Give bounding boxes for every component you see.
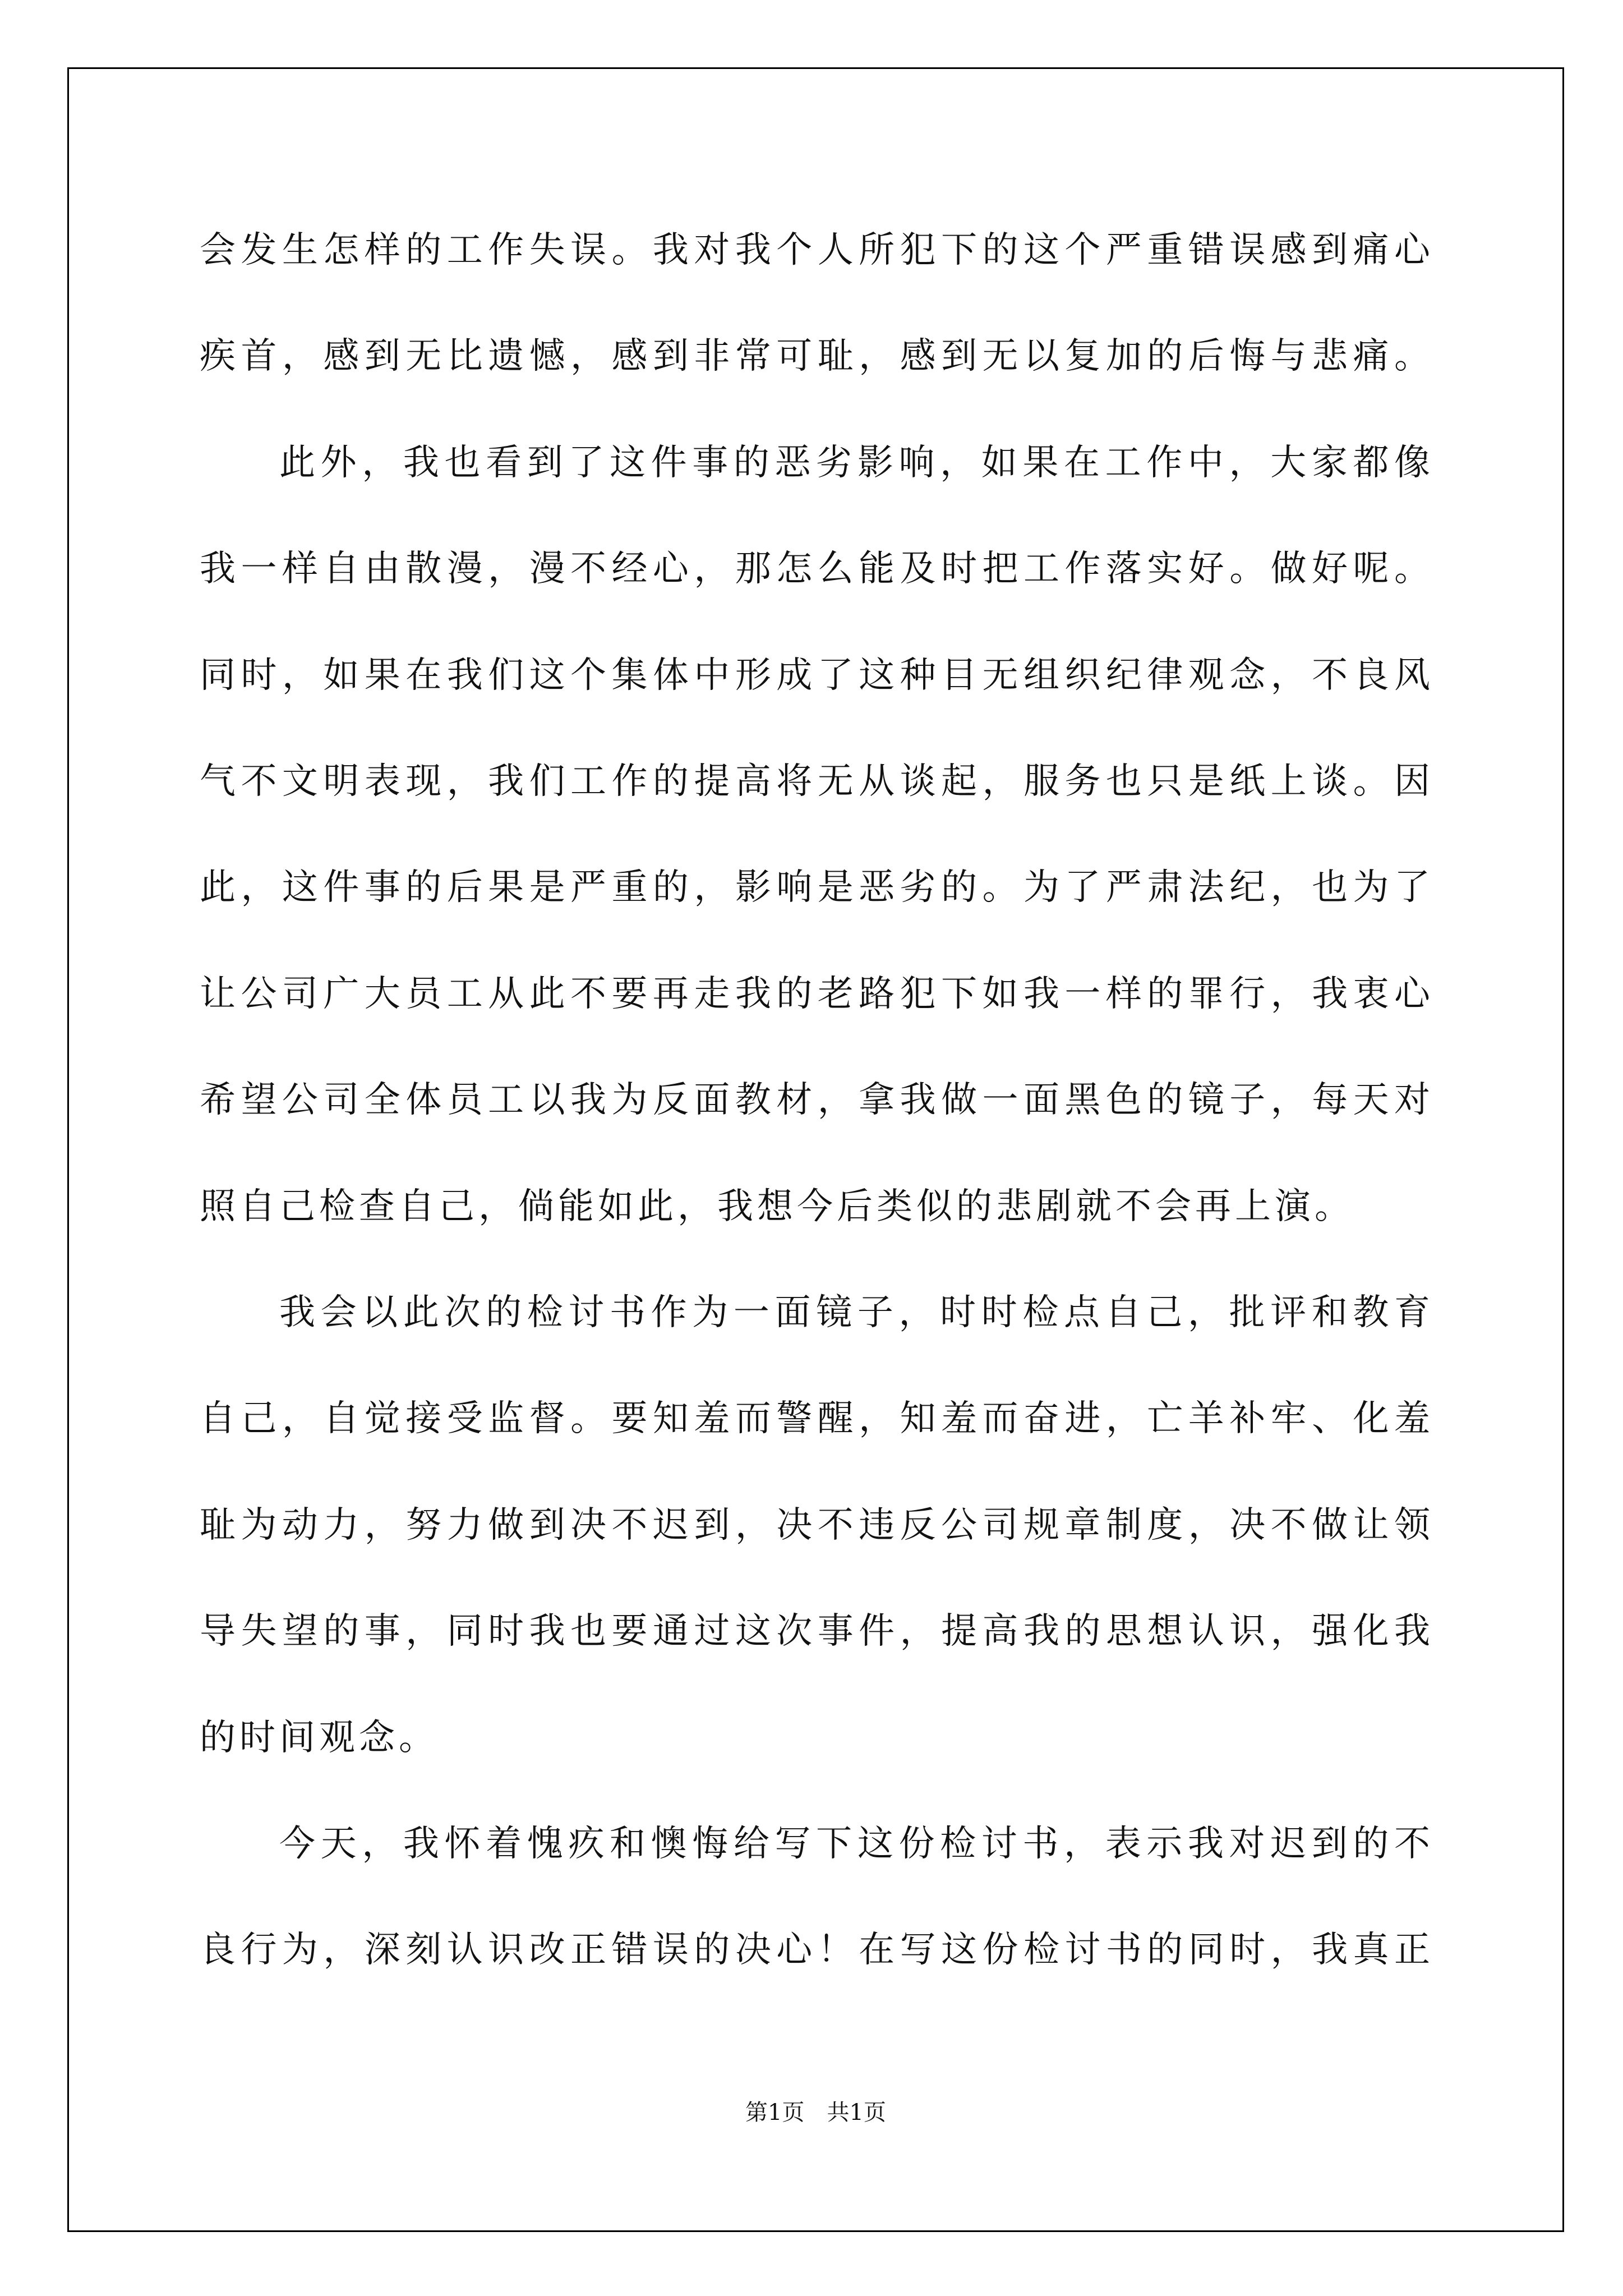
text-line: 照自己检查自己，倘能如此，我想今后类似的悲剧就不会再上演。 (200, 1186, 1354, 1227)
text-line: 同时，如果在我们这个集体中形成了这种目无组织纪律观念，不良风 (200, 655, 1430, 696)
text-line: 的时间观念。 (200, 1717, 439, 1759)
text-line: 疾首，感到无比遗憾，感到非常可耻，感到无以复加的后悔与悲痛。 (200, 335, 1430, 377)
text-line: 希望公司全体员工以我为反面教材，拿我做一面黑色的镜子，每天对 (200, 1079, 1430, 1121)
text-line: 导失望的事，同时我也要通过这次事件，提高我的思想认识，强化我 (200, 1611, 1430, 1652)
text-line: 自己，自觉接受监督。要知羞而警醒，知羞而奋进，亡羊补牢、化羞 (200, 1398, 1430, 1439)
text-line: 良行为，深刻认识改正错误的决心！在写这份检讨书的同时，我真正 (200, 1929, 1430, 1971)
text-line: 耻为动力，努力做到决不迟到，决不违反公司规章制度，决不做让领 (200, 1504, 1430, 1546)
text-line: 此，这件事的后果是严重的，影响是恶劣的。为了严肃法纪，也为了 (200, 867, 1430, 908)
paragraph-first-line: 此外，我也看到了这件事的恶劣影响，如果在工作中，大家都像 (279, 442, 1430, 484)
text-line: 让公司广大员工从此不要再走我的老路犯下如我一样的罪行，我衷心 (200, 973, 1430, 1015)
page-border (67, 67, 1564, 2232)
text-line: 气不文明表现，我们工作的提高将无从谈起，服务也只是纸上谈。因 (200, 761, 1430, 802)
text-line: 会发生怎样的工作失误。我对我个人所犯下的这个严重错误感到痛心 (200, 229, 1430, 271)
paragraph-first-line: 今天，我怀着愧疚和懊悔给写下这份检讨书，表示我对迟到的不 (279, 1823, 1430, 1865)
page-footer: 第1页 共1页 (745, 2100, 886, 2125)
text-line: 我一样自由散漫，漫不经心，那怎么能及时把工作落实好。做好呢。 (200, 548, 1430, 590)
paragraph-first-line: 我会以此次的检讨书作为一面镜子，时时检点自己，批评和教育 (279, 1292, 1430, 1333)
